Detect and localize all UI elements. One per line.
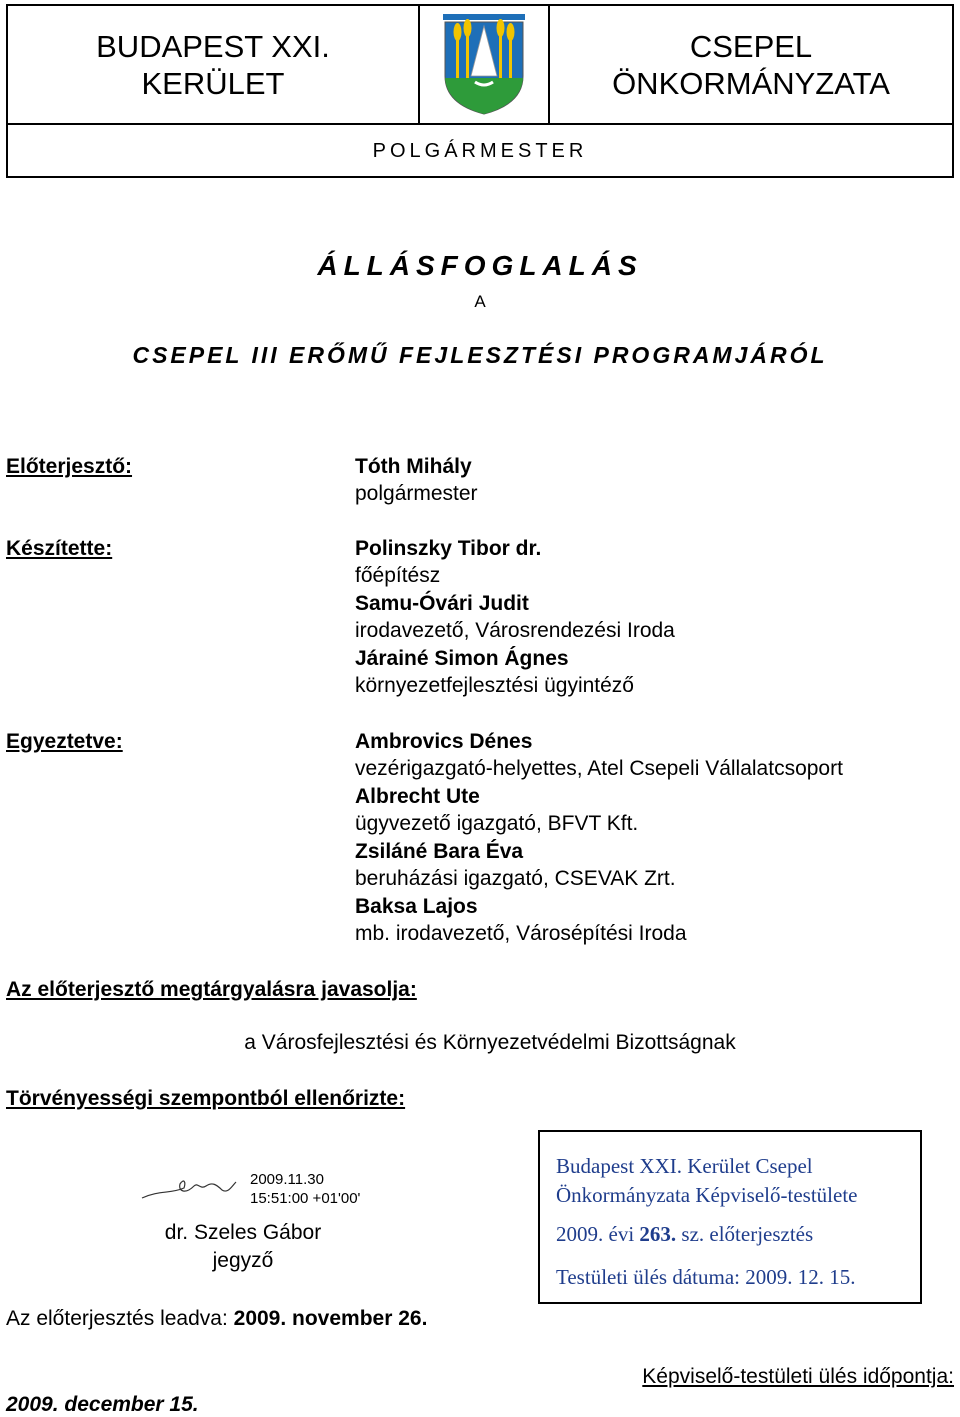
label-torvenyessegi: Törvényességi szempontból ellenőrizte: [6,1087,406,1110]
keszitette-name: Samu-Óvári Judit [355,592,529,615]
label-eloterjeszto: Előterjesztő: [6,455,133,478]
signature-date: 2009.11.30 [250,1171,324,1188]
header-office: POLGÁRMESTER [8,123,952,178]
title-connector: A [474,292,486,311]
document-subtitle: CSEPEL III ERŐMŰ FEJLESZTÉSI PROGRAMJÁRÓL [132,342,828,368]
egyeztetve-role: ügyvezető igazgató, BFVT Kft. [355,812,639,835]
egyeztetve-role: beruházási igazgató, CSEVAK Zrt. [355,867,676,890]
keszitette-role: irodavezető, Városrendezési Iroda [355,619,675,642]
signature-icon [140,1172,240,1208]
coat-of-arms-cell [420,6,550,123]
stamp-line3 [556,1222,813,1247]
stamp-year: 2009. évi [556,1222,640,1246]
meeting-label: Képviselő-testületi ülés időpontja: [642,1365,954,1388]
meeting-date: 2009. december 15. [6,1393,199,1416]
keszitette-name: Polinszky Tibor dr. [355,537,542,560]
egyeztetve-name: Baksa Lajos [355,895,478,918]
keszitette-role: főépítész [355,564,441,587]
stamp-suffix: sz. előterjesztés [676,1222,814,1246]
header-left-line1: BUDAPEST XXI. [96,29,330,64]
egyeztetve-role: vezérigazgató-helyettes, Atel Csepeli Vállalatcsoport [355,757,843,780]
registration-stamp-box [538,1130,922,1304]
label-keszitette: Készítette: [6,537,113,560]
header-right-cell [550,6,952,123]
eloterjeszto-name: Tóth Mihály [355,455,472,478]
keszitette-role: környezetfejlesztési ügyintéző [355,674,634,697]
submitted-label: Az előterjesztés leadva: [6,1307,228,1330]
submitted-date: 2009. november 26. [233,1307,428,1330]
egyeztetve-name: Ambrovics Dénes [355,730,533,753]
stamp-line2: Önkormányzata Képviselő-testülete [556,1183,858,1207]
signature-stamp [250,1170,360,1208]
header-left-line2: KERÜLET [141,66,285,101]
header-left-cell [8,6,420,123]
header-right-line1: CSEPEL [689,29,813,64]
coat-of-arms-icon [439,12,529,116]
keszitette-name: Járainé Simon Ágnes [355,647,569,670]
egyeztetve-role: mb. irodavezető, Városépítési Iroda [355,922,687,945]
signer-role: jegyző [212,1249,274,1272]
committee-name: a Városfejlesztési és Környezetvédelmi Bizottságnak [244,1031,736,1054]
header-table [6,4,954,178]
stamp-line1: Budapest XXI. Kerület Csepel [556,1154,813,1178]
stamp-line4: Testületi ülés dátuma: 2009. 12. 15. [556,1265,856,1289]
document-title: ÁLLÁSFOGLALÁS [317,250,643,281]
signature-time: 15:51:00 +01'00' [250,1190,361,1207]
submitted-line [6,1307,427,1331]
egyeztetve-name: Albrecht Ute [355,785,480,808]
eloterjeszto-role: polgármester [355,482,478,505]
header-right-line2: ÖNKORMÁNYZATA [612,66,890,101]
stamp-number: 263. [639,1222,677,1246]
egyeztetve-name: Zsiláné Bara Éva [355,840,524,863]
signer-name: dr. Szeles Gábor [164,1221,322,1244]
label-javasolja: Az előterjesztő megtárgyalásra javasolja: [6,978,417,1001]
label-egyeztetve: Egyeztetve: [6,730,123,753]
